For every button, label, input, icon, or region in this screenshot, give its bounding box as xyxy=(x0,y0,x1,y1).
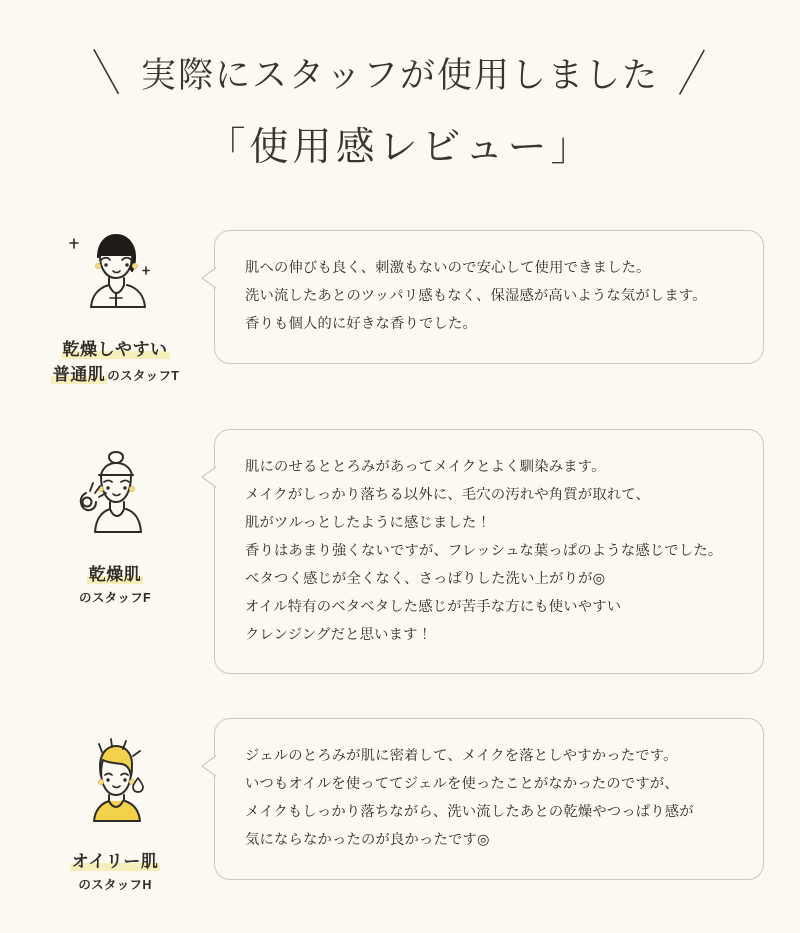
reviewer-skin-type-line2: 乾燥肌 xyxy=(88,565,142,585)
review-line: 香りも個人的に好きな香りでした。 xyxy=(245,315,477,332)
review-bubble xyxy=(214,230,764,364)
review-line: 肌がツルっとしたように感じました！ xyxy=(245,515,492,532)
staff-avatar-bob-hair-sweat-icon xyxy=(60,738,170,842)
review-line: 肌への伸びも良く、刺激もないので安心して使用できました。 xyxy=(245,260,651,276)
review-item xyxy=(0,421,800,674)
review-line: 肌にのせるととろみがあってメイクとよく馴染みます。 xyxy=(245,459,606,476)
review-list xyxy=(0,218,800,893)
reviewer-name: のスタッフF xyxy=(79,590,151,605)
bubble-tail-inner xyxy=(203,755,218,777)
review-line: 香りはあまり強くないですが、フレッシュな葉っぱのような感じでした。 xyxy=(245,542,723,559)
bubble-tail-inner xyxy=(203,466,218,488)
reviewer-skin-type xyxy=(40,338,190,387)
reviewer-skin-type xyxy=(40,563,190,588)
review-line: ジェルのとろみが肌に密着して、メイクを落としやすかったです。 xyxy=(245,748,678,765)
decorative-slash-left-icon: ＼ xyxy=(80,47,133,102)
page-subtitle: 「使用感レビュー」 xyxy=(206,126,594,169)
review-item xyxy=(0,708,800,893)
reviewer-profile xyxy=(40,218,190,387)
review-item xyxy=(0,218,800,387)
review-bubble xyxy=(214,718,764,880)
review-line: いつもオイルを使っててジェルを使ったことがなかったのですが、 xyxy=(245,776,679,793)
reviewer-profile xyxy=(40,421,190,606)
reviewer-skin-type xyxy=(40,850,190,875)
review-line: 洗い流したあとのツッパリ感もなく、保湿感が高いような気がします。 xyxy=(245,287,707,304)
reviewer-skin-type-line1: 乾燥しやすい xyxy=(62,340,168,359)
bubble-tail-inner xyxy=(203,267,218,289)
staff-avatar-short-hair-icon xyxy=(60,226,170,330)
review-line: クレンジングだと思います！ xyxy=(245,626,433,643)
review-line: メイクがしっかり落ちる以外に、毛穴の汚れや角質が取れて、 xyxy=(245,487,651,504)
page-title-text: 実際にスタッフが使用しました xyxy=(140,56,659,95)
reviewer-profile xyxy=(40,708,190,893)
review-bubble xyxy=(214,429,764,674)
reviewer-skin-type-line2: オイリー肌 xyxy=(71,852,159,872)
review-line: メイクもしっかり落ちながら、洗い流したあとの乾燥やつっぱり感が xyxy=(245,804,694,821)
review-line: オイル特有のベタベタした感じが苦手な方にも使いやすい xyxy=(245,598,622,615)
page-title-line1 xyxy=(0,47,800,102)
reviewer-name: のスタッフT xyxy=(107,368,180,383)
reviewer-skin-type-line2: 普通肌 xyxy=(52,364,106,384)
decorative-slash-right-icon: ／ xyxy=(667,47,720,102)
page-header xyxy=(0,0,800,172)
review-line: 気にならなかったのが良かったです◎ xyxy=(245,832,490,849)
reviewer-name: のスタッフH xyxy=(78,878,152,893)
staff-avatar-bun-hair-ok-sign-icon xyxy=(60,451,170,555)
review-line: ベタつく感じが全くなく、さっぱりした洗い上がりが◎ xyxy=(245,570,606,587)
